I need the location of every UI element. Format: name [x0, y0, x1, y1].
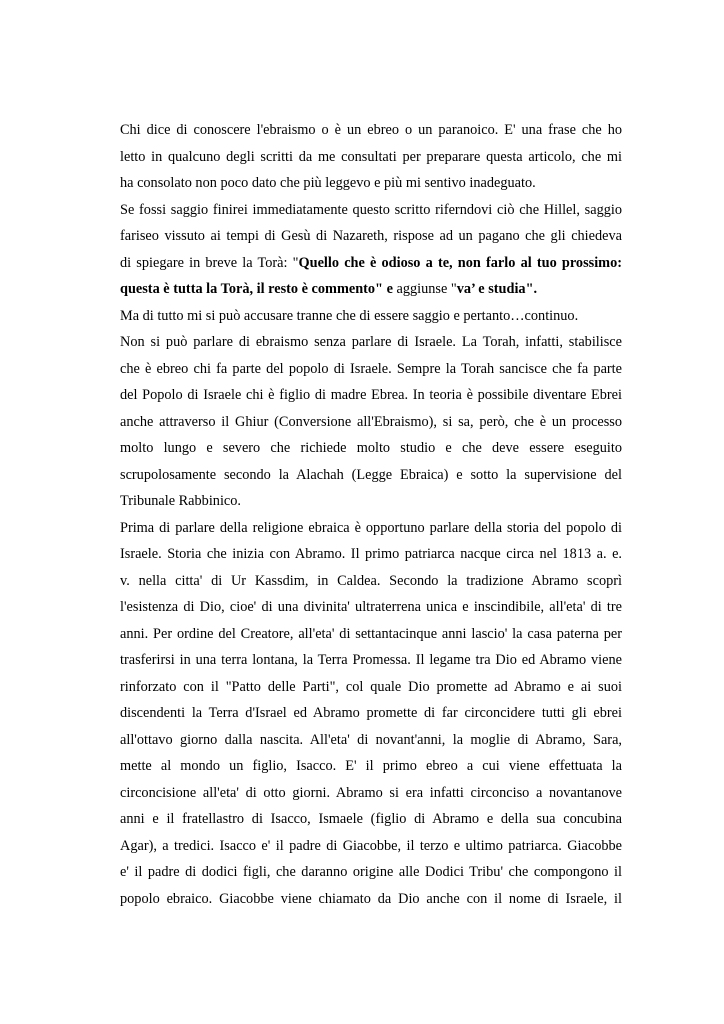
text-line: mette al mondo un figlio, Isacco. E' il primo ebreo a cui viene effettuata la — [120, 758, 622, 774]
text-line: Israele. Storia che inizia con Abramo. Il primo patriarca nacque circa nel 1813 a. e. — [120, 546, 622, 562]
text-line: Non si può parlare di ebraismo senza parlare di Israele. La Torah, infatti, stabilisce — [120, 334, 622, 350]
bold-text-segment: va’ e studia". — [456, 281, 538, 297]
text-line: Se fossi saggio finirei immediatamente questo scritto riferndovi ciò che Hillel, saggio — [120, 201, 622, 218]
text-line: che è ebreo chi fa parte del popolo di Israele. Sempre la Torah sancisce che fa parte — [120, 360, 622, 377]
text-line: molto lungo e severo che richiede molto studio e che deve essere eseguito — [120, 440, 622, 456]
text-segment: di spiegare in breve la Torà: " — [120, 254, 299, 271]
text-line: circoncisione all'eta' di otto giorni. Abramo si era infatti circonciso a novantanove — [120, 784, 622, 801]
text-line: popolo ebraico. Giacobbe viene chiamato da Dio anche con il nome di Israele, il — [120, 890, 622, 907]
text-line: all'ottavo giorno dalla nascita. All'eta' di novant'anni, la moglie di Abramo, Sara, — [120, 731, 622, 748]
document-page — [120, 117, 622, 912]
text-line: Tribunale Rabbinico. — [120, 493, 241, 509]
text-line: anni e il fratellastro di Isacco, Ismaele (figlio di Abramo e della sua concubina — [120, 811, 622, 827]
text-line: e' il padre di dodici figli, che daranno origine alle Dodici Tribu' che compongono il — [120, 864, 622, 880]
text-line: rinforzato con il "Patto delle Parti", col quale Dio promette ad Abramo e ai suoi — [120, 678, 622, 695]
text-line: v. nella citta' di Ur Kassdim, in Caldea. Secondo la tradizione Abramo scoprì — [120, 572, 622, 589]
text-line: del Popolo di Israele chi è figlio di madre Ebrea. In teoria è possibile diventare Ebrei — [120, 387, 622, 403]
text-line: Prima di parlare della religione ebraica è opportuno parlare della storia del popolo di — [120, 519, 622, 536]
text-line: anni. Per ordine del Creatore, all'eta' di settantacinque anni lascio' la casa paterna per — [120, 625, 622, 642]
text-line: trasferirsi in una terra lontana, la Terra Promessa. Il legame tra Dio ed Abramo viene — [120, 652, 622, 668]
text-line — [120, 276, 622, 303]
text-line: Ma di tutto mi si può accusare tranne che di essere saggio e pertanto…continuo. — [120, 307, 579, 324]
text-segment: aggiunse " — [392, 281, 457, 297]
text-line — [120, 250, 622, 277]
text-line: scrupolosamente secondo la Alachah (Legge Ebraica) e sotto la supervisione del — [120, 466, 622, 483]
text-line: Chi dice di conoscere l'ebraismo o è un ebreo o un paranoico. E' una frase che ho — [120, 122, 622, 138]
text-line: fariseo vissuto ai tempi di Gesù di Nazareth, rispose ad un pagano che gli chiedeva — [120, 228, 622, 244]
bold-text-segment: questa è tutta la Torà, il resto è commento" e — [120, 281, 393, 297]
text-line: Agar), a tredici. Isacco e' il padre di Giacobbe, il terzo e ultimo patriarca. Giacobbe — [120, 837, 622, 854]
text-line: l'esistenza di Dio, cioe' di una divinita' ultraterrena unica e inscindibile, all'eta' di tre — [120, 599, 622, 615]
bold-text-segment: Quello che è odioso a te, non farlo al tuo prossimo: — [298, 254, 622, 271]
text-line: letto in qualcuno degli scritti da me consultati per preparare questa articolo, che mi — [120, 148, 622, 165]
text-line: discendenti la Terra d'Israel ed Abramo promette di far circoncidere tutti gli ebrei — [120, 705, 622, 721]
text-line: ha consolato non poco dato che più leggevo e più mi sentivo inadeguato. — [120, 175, 536, 191]
text-line: anche attraverso il Ghiur (Conversione all'Ebraismo), si sa, però, che è un processo — [120, 413, 622, 430]
